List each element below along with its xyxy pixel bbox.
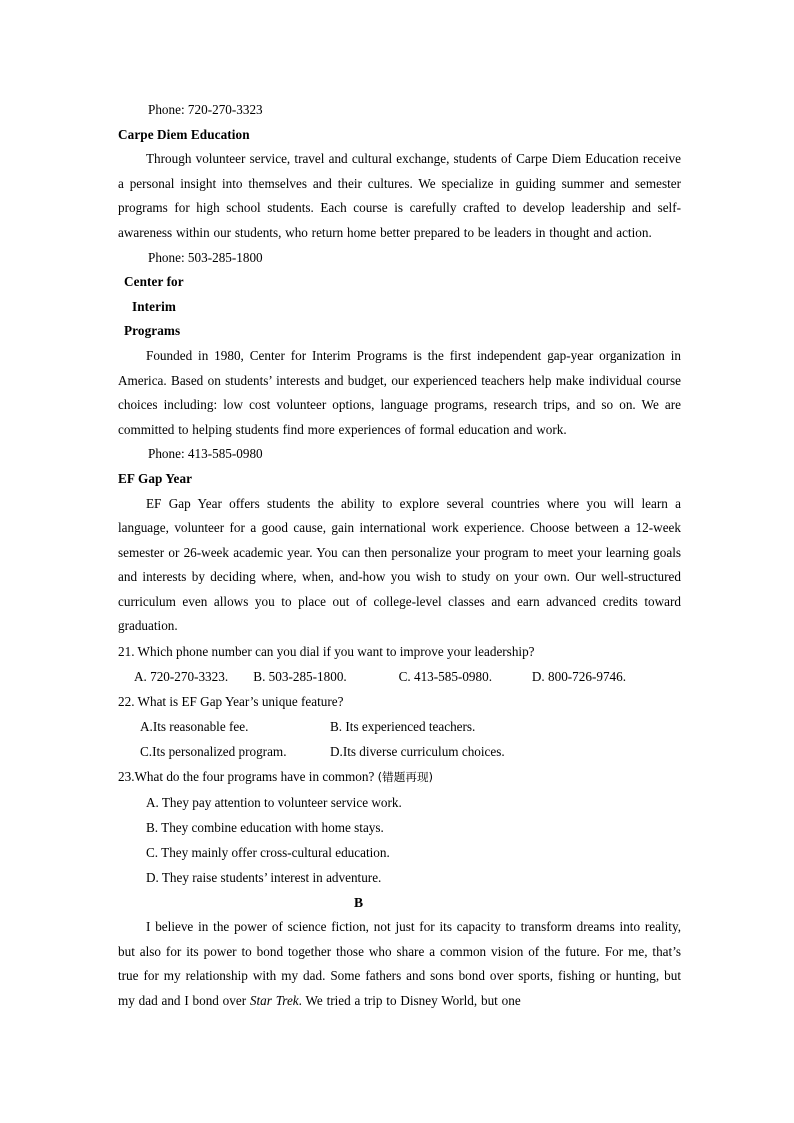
- question-23-option-b[interactable]: B. They combine education with home stays.: [146, 820, 384, 836]
- question-23-stem-text: 23.What do the four programs have in common?: [118, 769, 378, 785]
- question-22-option-d[interactable]: D.Its diverse curriculum choices.: [330, 744, 505, 760]
- heading-center-for-interim-programs-line3: Programs: [124, 323, 181, 339]
- question-21-options-row: [118, 664, 681, 689]
- question-21-stem: 21. Which phone number can you dial if you want to improve your leadership?: [118, 644, 535, 660]
- heading-center-for-interim-programs-line2: Interim: [132, 298, 176, 314]
- document-body: [118, 98, 681, 1013]
- paragraph-ef-gap-year: EF Gap Year offers students the ability to explore several countries where you will learn a language, volunteer for a good cause, gain international work experience. Choose between a 12-week semester or 26-week academic year. You can then personalize your program to meet your learning goals and interests by deciding where, when, and-how you wish to study on your own. Our well-structured curriculum even allows you to place out of college-level classes and earn advanced credits toward graduation.: [118, 495, 681, 634]
- question-23-stem: [118, 764, 681, 790]
- italic-title-star-trek: Star Trek: [249, 992, 299, 1008]
- paragraph-carpe-diem-education: Through volunteer service, travel and cultural exchange, students of Carpe Diem Education receive a personal insight into themselves and their cultures. We specialize in guiding summer and semester programs for high school students. Each course is carefully crafted to develop leadership and self-awareness within our students, who return home better prepared to be leaders in thought and action.: [118, 151, 681, 240]
- section-letter-b: B: [353, 895, 364, 911]
- heading-carpe-diem-education: Carpe Diem Education: [118, 126, 250, 142]
- paragraph-section-b-part1: I believe in the power of science fiction, not just for its capacity to transform dreams into reality, but also for its power to bond together those who share a common vision of the future. For me, that’s true for my relationship with my dad. Some fathers and sons bond over sports, fishing or hunting, but my dad and I bond over: [118, 919, 681, 1008]
- paragraph-center-for-interim-programs: Founded in 1980, Center for Interim Programs is the first independent gap-year organization in America. Based on students’ interests and budget, our experienced teachers help make individual course choices including: low cost volunteer options, language programs, research trips, and so on. We are committed to helping students find more experiences of formal education and work.: [118, 347, 681, 437]
- question-22-option-b[interactable]: B. Its experienced teachers.: [330, 719, 476, 735]
- question-23-option-d[interactable]: D. They raise students’ interest in adventure.: [146, 870, 382, 886]
- question-22-option-a[interactable]: A.Its reasonable fee.: [140, 719, 249, 735]
- question-21-option-c[interactable]: C. 413-585-0980.: [398, 669, 493, 685]
- question-22-options-row-2: [118, 739, 681, 764]
- question-23-chinese-note: (错题再现): [377, 770, 434, 785]
- phone-line-carpe-diem-top: Phone: 720-270-3323: [148, 102, 263, 117]
- question-22-option-c[interactable]: C.Its personalized program.: [140, 744, 287, 760]
- phone-line-center-interim: Phone: 413-585-0980: [148, 446, 263, 462]
- question-22-options-row-1: [118, 714, 681, 739]
- question-21-option-a[interactable]: A. 720-270-3323.: [134, 669, 229, 685]
- paragraph-section-b: [118, 915, 681, 1013]
- heading-center-for-interim-programs-line1: Center for: [124, 274, 184, 290]
- question-22-stem: 22. What is EF Gap Year’s unique feature?: [118, 694, 344, 710]
- phone-line-carpe-diem: Phone: 503-285-1800: [148, 249, 263, 265]
- heading-ef-gap-year: EF Gap Year: [118, 470, 193, 486]
- question-21-option-b[interactable]: B. 503-285-1800.: [253, 669, 347, 685]
- question-23-option-c[interactable]: C. They mainly offer cross-cultural education.: [146, 845, 390, 861]
- paragraph-section-b-part2: . We tried a trip to Disney World, but one: [298, 992, 521, 1008]
- question-23-option-a[interactable]: A. They pay attention to volunteer service work.: [146, 795, 402, 811]
- question-21-option-d[interactable]: D. 800-726-9746.: [531, 669, 627, 685]
